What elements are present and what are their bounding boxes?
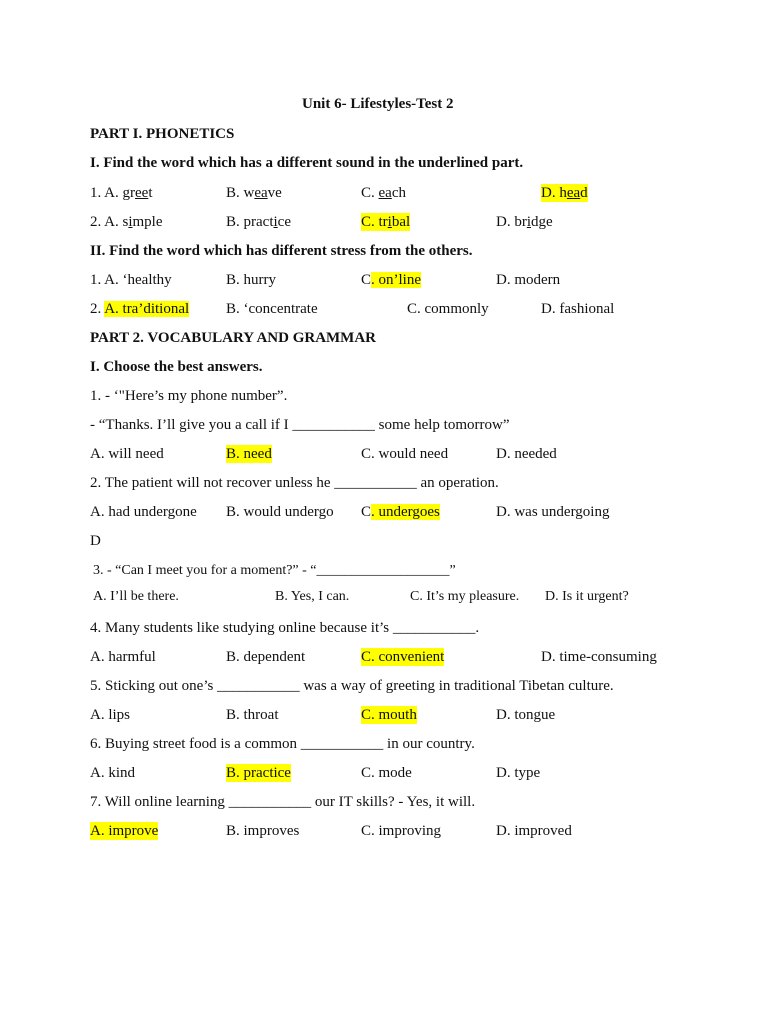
q6-stem: 6. Buying street food is a common ___________ in our country.	[90, 736, 475, 752]
option-a: A. had undergone	[90, 504, 197, 520]
option-d-answer: D. head	[541, 185, 588, 201]
option-b: B. throat	[226, 707, 279, 723]
option-a: A. will need	[90, 446, 164, 462]
q4-stem: 4. Many students like studying online because it’s ___________.	[90, 620, 480, 636]
option-d: D. needed	[496, 446, 557, 462]
q1-stem: 1. - ‘"Here’s my phone number”.	[90, 388, 288, 404]
part1-heading: PART I. PHONETICS	[90, 126, 235, 142]
option-b: B. Yes, I can.	[275, 589, 350, 604]
option-c: C. each	[361, 185, 407, 201]
option-c-answer: C. tribal	[361, 214, 411, 230]
option-d: D. type	[496, 765, 541, 781]
option-d: D. Is it urgent?	[545, 589, 629, 604]
q5-stem: 5. Sticking out one’s ___________ was a way of greeting in traditional Tibetan culture.	[90, 678, 614, 694]
option-b-answer: B. practice	[226, 765, 291, 781]
option-b: B. dependent	[226, 649, 306, 665]
option-b-answer: B. need	[226, 446, 272, 462]
option-b: B. would undergo	[226, 504, 334, 520]
part2-instruction: I. Choose the best answers.	[90, 359, 263, 375]
option-d: D. time-consuming	[541, 649, 657, 665]
option-d: D. was undergoing	[496, 504, 610, 520]
option-a-answer: A. improve	[90, 823, 159, 839]
part1-sec2-instruction: II. Find the word which has different stress from the others.	[90, 243, 473, 259]
part2-heading: PART 2. VOCABULARY AND GRAMMAR	[90, 330, 377, 346]
option-a: A. harmful	[90, 649, 156, 665]
option-a: 2. A. simple	[90, 214, 163, 230]
option-b: B. practice	[226, 214, 291, 230]
option-a: A. kind	[90, 765, 135, 781]
option-b: B. hurry	[226, 272, 276, 288]
option-c-answer: C. on’line	[361, 272, 422, 288]
option-a: A. I’ll be there.	[93, 589, 179, 604]
option-d: D. modern	[496, 272, 561, 288]
q2-answer-note: D	[90, 533, 101, 549]
option-c-answer: C. mouth	[361, 707, 417, 723]
option-a-answer: 2. A. tra’ditional	[90, 301, 190, 317]
option-c: C. It’s my pleasure.	[410, 589, 520, 604]
option-b: B. weave	[226, 185, 282, 201]
option-d: D. fashional	[541, 301, 615, 317]
q1-dialogue: - “Thanks. I’ll give you a call if I ___________ some help tomorrow”	[90, 417, 510, 433]
option-b: B. ‘concentrate	[226, 301, 318, 317]
option-d: D. tongue	[496, 707, 556, 723]
page-title: Unit 6- Lifestyles-Test 2	[302, 96, 454, 112]
option-c: C. improving	[361, 823, 442, 839]
q7-stem: 7. Will online learning ___________ our IT skills? - Yes, it will.	[90, 794, 476, 810]
option-a: A. lips	[90, 707, 131, 723]
option-a: 1. A. greet	[90, 185, 153, 201]
option-c-answer: C. convenient	[361, 649, 445, 665]
option-d: D. improved	[496, 823, 572, 839]
option-b: B. improves	[226, 823, 300, 839]
q2-stem: 2. The patient will not recover unless he ___________ an operation.	[90, 475, 499, 491]
option-d: D. bridge	[496, 214, 553, 230]
q3-stem: 3. - “Can I meet you for a moment?” - “___________________”	[93, 563, 456, 578]
option-c: C. mode	[361, 765, 412, 781]
option-c: C. commonly	[407, 301, 489, 317]
option-a: 1. A. ‘healthy	[90, 272, 172, 288]
part1-sec1-instruction: I. Find the word which has a different sound in the underlined part.	[90, 155, 524, 171]
option-c-answer: C. undergoes	[361, 504, 440, 520]
option-c: C. would need	[361, 446, 449, 462]
